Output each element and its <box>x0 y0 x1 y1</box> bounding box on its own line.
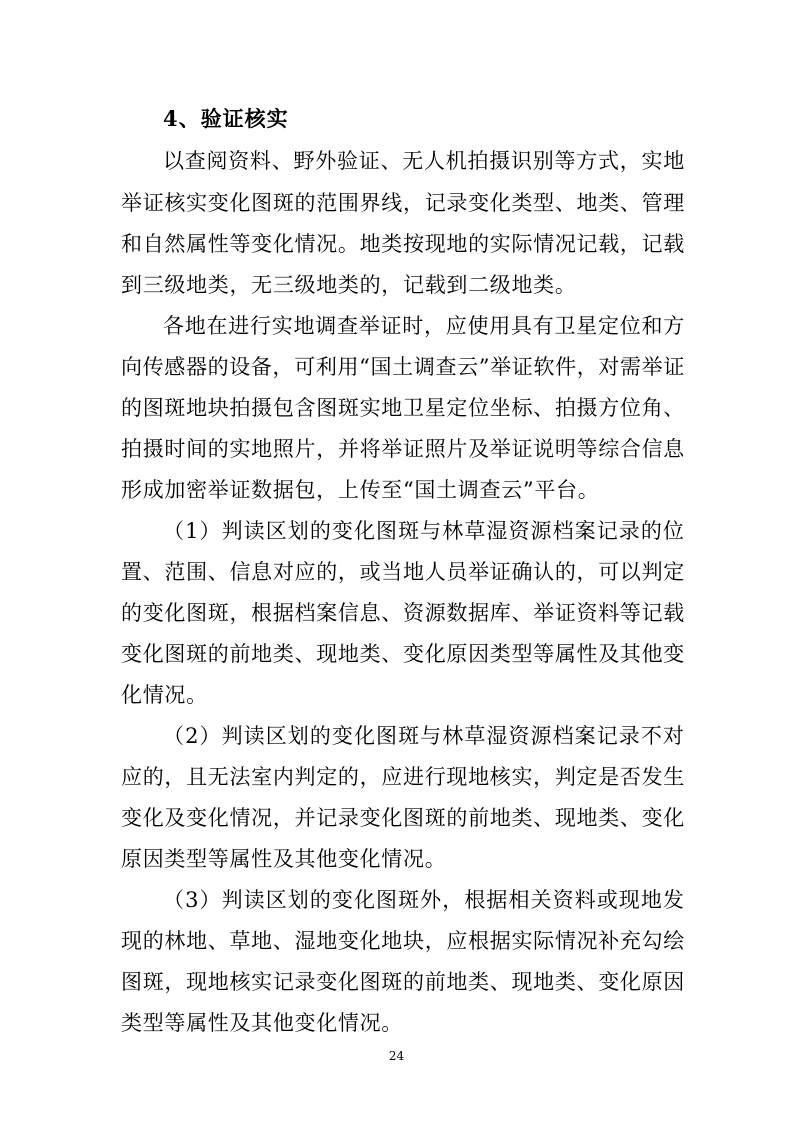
paragraph-line: 现的林地、草地、湿地变化地块，应根据实际情况补充勾绘 <box>121 929 685 953</box>
paragraph-line: 向传感器的设备，可利用“国土调查云”举证软件，对需举证 <box>121 355 685 379</box>
paragraph-line: 图斑，现地核实记录变化图斑的前地类、现地类、变化原因 <box>121 970 685 994</box>
paragraph-line: 到三级地类，无三级地类的，记载到二级地类。 <box>121 273 577 297</box>
paragraph-line: 以查阅资料、野外验证、无人机拍摄识别等方式，实地 <box>163 149 685 173</box>
paragraph-line: （1）判读区划的变化图斑与林草湿资源档案记录的位 <box>163 519 685 543</box>
paragraph-line: 形成加密举证数据包，上传至“国土调查云”平台。 <box>121 478 600 502</box>
paragraph-line: 变化及变化情况，并记录变化图斑的前地类、现地类、变化 <box>121 806 685 830</box>
paragraph-line: 类型等属性及其他变化情况。 <box>121 1011 403 1035</box>
paragraph-line: （3）判读区划的变化图斑外，根据相关资料或现地发 <box>163 888 685 912</box>
paragraph-line: 置、范围、信息对应的，或当地人员举证确认的，可以判定 <box>121 560 685 584</box>
paragraph-line: 和自然属性等变化情况。地类按现地的实际情况记载，记载 <box>121 232 685 256</box>
paragraph-line: 原因类型等属性及其他变化情况。 <box>121 847 447 871</box>
paragraph-line: 的变化图斑，根据档案信息、资源数据库、举证资料等记载 <box>121 601 685 625</box>
paragraph-line: 化情况。 <box>121 683 208 707</box>
paragraph-line: 的图斑地块拍摄包含图斑实地卫星定位坐标、拍摄方位角、 <box>121 396 685 420</box>
section-heading: 4、验证核实 <box>163 106 289 131</box>
paragraph-line: 举证核实变化图斑的范围界线，记录变化类型、地类、管理 <box>121 191 685 215</box>
page-number: 24 <box>388 1049 405 1063</box>
paragraph-line: 应的，且无法室内判定的，应进行现地核实，判定是否发生 <box>121 765 685 789</box>
paragraph-line: （2）判读区划的变化图斑与林草湿资源档案记录不对 <box>163 724 685 748</box>
paragraph-line: 拍摄时间的实地照片，并将举证照片及举证说明等综合信息 <box>121 437 685 461</box>
paragraph-line: 变化图斑的前地类、现地类、变化原因类型等属性及其他变 <box>121 642 685 666</box>
paragraph-line: 各地在进行实地调查举证时，应使用具有卫星定位和方 <box>163 314 685 338</box>
